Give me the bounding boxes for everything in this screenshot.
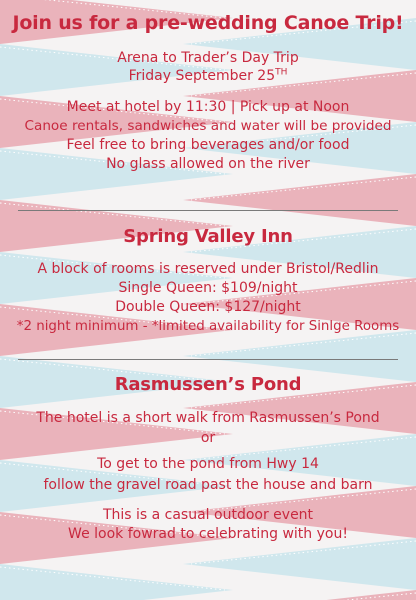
trip-date: [0, 68, 416, 85]
inn-title: Spring Valley Inn: [123, 226, 293, 247]
trip-subtitle: Arena to Trader’s Day Trip: [117, 50, 299, 66]
pond-or: or: [200, 430, 216, 446]
meet-time: Meet at hotel by 11:30 | Pick up at Noon: [66, 99, 350, 115]
section-divider: [18, 210, 398, 211]
beverages-note: Feel free to bring beverages and/or food: [66, 137, 350, 153]
room-block-note: A block of rooms is reserved under Bristol/Redlin: [37, 261, 379, 277]
single-queen-rate: Single Queen: $109/night: [118, 280, 298, 296]
trip-date-text: Friday September 25: [128, 68, 276, 84]
glass-note: No glass allowed on the river: [106, 156, 310, 172]
pond-route: follow the gravel road past the house and barn: [43, 477, 373, 493]
pond-walk-note: The hotel is a short walk from Rasmussen’s Pond: [36, 410, 380, 426]
section-divider: [18, 359, 398, 360]
pond-title: Rasmussen’s Pond: [114, 374, 302, 395]
trip-date-suffix: TH: [275, 67, 288, 78]
double-queen-rate: Double Queen: $127/night: [115, 299, 301, 315]
closing-note: We look fowrad to celebrating with you!: [68, 526, 348, 542]
pond-directions: To get to the pond from Hwy 14: [97, 456, 319, 472]
minimum-stay-note: *2 night minimum - *limited availability for Sinlge Rooms: [16, 319, 400, 334]
casual-event-note: This is a casual outdoor event: [102, 507, 314, 523]
canoe-trip-title: Join us for a pre-wedding Canoe Trip!: [12, 12, 404, 34]
provisions-note: Canoe rentals, sandwiches and water will be provided: [24, 118, 392, 134]
